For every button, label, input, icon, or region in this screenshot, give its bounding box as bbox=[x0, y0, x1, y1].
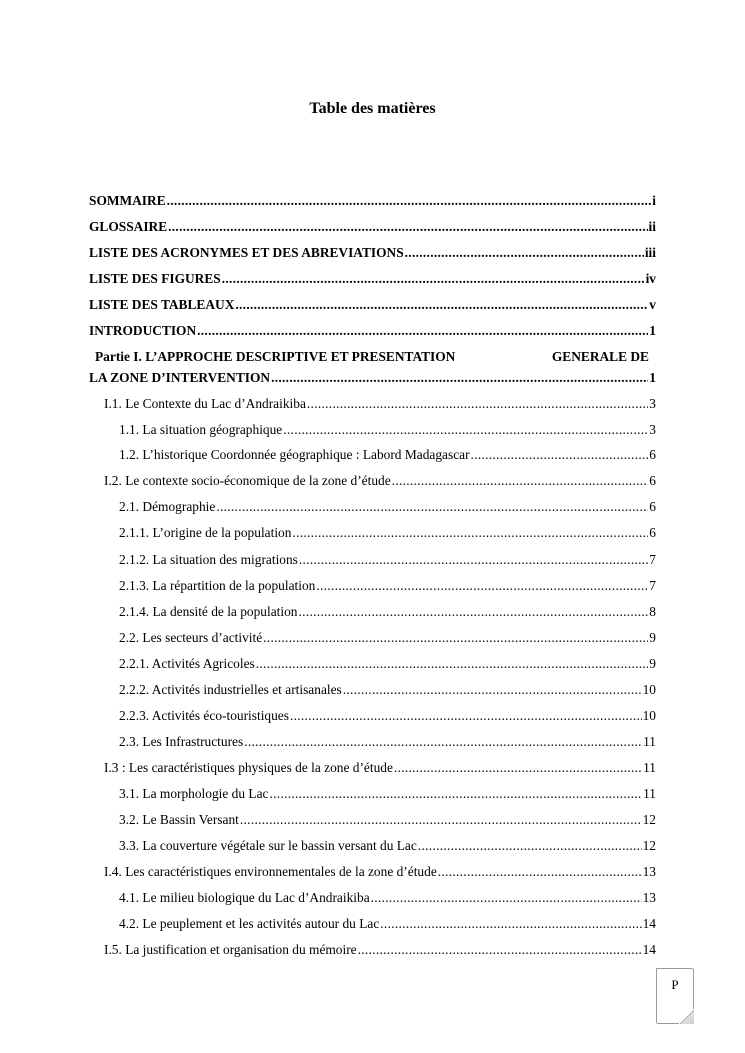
dot-leader bbox=[471, 447, 649, 461]
dot-leader bbox=[392, 473, 649, 487]
toc-entry-page: 6 bbox=[649, 473, 656, 488]
dot-leader bbox=[418, 838, 642, 852]
dot-leader bbox=[307, 396, 648, 410]
toc-entry[interactable] bbox=[119, 630, 656, 646]
toc-entry-page: iii bbox=[644, 245, 656, 260]
dot-leader bbox=[283, 422, 648, 436]
toc-entry[interactable] bbox=[119, 447, 656, 463]
toc-entry-label: 4.2. Le peuplement et les activités autour du Lac bbox=[119, 916, 380, 931]
toc-entry-page: 7 bbox=[649, 578, 656, 593]
dot-leader bbox=[256, 656, 649, 670]
toc-entry-page: 14 bbox=[642, 916, 656, 931]
toc-entry-page: iv bbox=[645, 271, 656, 286]
toc-entry-label: 2.1.1. L’origine de la population bbox=[119, 525, 292, 540]
dot-leader bbox=[394, 760, 642, 774]
toc-entry[interactable] bbox=[104, 473, 656, 489]
dot-leader bbox=[240, 812, 642, 826]
dot-leader bbox=[263, 630, 648, 644]
toc-entry[interactable] bbox=[119, 708, 656, 724]
dot-leader bbox=[290, 708, 642, 722]
dot-leader bbox=[380, 916, 641, 930]
toc-entry-page: 11 bbox=[643, 734, 656, 749]
toc-entry[interactable] bbox=[119, 916, 656, 932]
toc-entry-label: INTRODUCTION bbox=[89, 323, 197, 338]
dot-leader bbox=[222, 271, 645, 285]
dot-leader bbox=[292, 525, 648, 539]
dot-leader bbox=[343, 682, 642, 696]
dot-leader bbox=[167, 193, 652, 207]
toc-entry[interactable] bbox=[119, 525, 656, 541]
toc-part-heading[interactable] bbox=[95, 349, 649, 365]
toc-entry[interactable] bbox=[119, 812, 656, 828]
toc-part-label: Partie I. L’APPROCHE DESCRIPTIVE ET PRESENTATION bbox=[95, 349, 456, 364]
toc-entry-label: 2.2.3. Activités éco-touristiques bbox=[119, 708, 289, 723]
toc-entry-label: 2.2.1. Activités Agricoles bbox=[119, 656, 255, 671]
toc-entry-label: I.1. Le Contexte du Lac d’Andraikiba bbox=[104, 396, 306, 411]
toc-entry[interactable] bbox=[119, 734, 656, 750]
page-fold-icon bbox=[680, 1010, 694, 1024]
toc-entry-page: 10 bbox=[642, 682, 656, 697]
corner-border-bottom bbox=[657, 1023, 679, 1024]
dot-leader bbox=[271, 370, 648, 384]
toc-entry[interactable] bbox=[89, 219, 656, 235]
dot-leader bbox=[235, 297, 648, 311]
toc-entry-page: 6 bbox=[649, 499, 656, 514]
toc-entry-label: SOMMAIRE bbox=[89, 193, 166, 208]
toc-entry-page: 1 bbox=[649, 370, 656, 385]
dot-leader bbox=[299, 552, 648, 566]
toc-entry-page: i bbox=[652, 193, 656, 208]
toc-entry-label: 2.1.2. La situation des migrations bbox=[119, 552, 298, 567]
toc-entry-label: 1.2. L’historique Coordonnée géographique : Labord Madagascar bbox=[119, 447, 470, 462]
toc-entry-page: ii bbox=[648, 219, 656, 234]
toc-entry-label: 2.2. Les secteurs d’activité bbox=[119, 630, 263, 645]
toc-entry-page: 11 bbox=[643, 786, 656, 801]
toc-entry[interactable] bbox=[89, 245, 656, 261]
toc-entry-label: 1.1. La situation géographique bbox=[119, 422, 283, 437]
toc-entry[interactable] bbox=[104, 396, 656, 412]
toc-entry-label: I.2. Le contexte socio-économique de la zone d’étude bbox=[104, 473, 391, 488]
toc-entry[interactable] bbox=[119, 422, 656, 438]
toc-entry-page: 13 bbox=[642, 864, 656, 879]
toc-entry-page: 11 bbox=[643, 760, 656, 775]
dot-leader bbox=[216, 499, 648, 513]
toc-entry-label: 4.1. Le milieu biologique du Lac d’Andraikiba bbox=[119, 890, 370, 905]
toc-entry-page: 9 bbox=[649, 630, 656, 645]
dot-leader bbox=[168, 219, 647, 233]
toc-entry[interactable] bbox=[119, 838, 656, 854]
page-corner-marker bbox=[656, 968, 693, 1023]
toc-entry[interactable] bbox=[89, 370, 656, 386]
toc-entry-label: 2.3. Les Infrastructures bbox=[119, 734, 244, 749]
toc-entry[interactable] bbox=[104, 942, 656, 958]
corner-border-right bbox=[693, 969, 694, 1009]
toc-entry-label: I.5. La justification et organisation du mémoire bbox=[104, 942, 357, 957]
toc-entry-label: LISTE DES TABLEAUX bbox=[89, 297, 235, 312]
toc-entry-label: 3.3. La couverture végétale sur le bassin versant du Lac bbox=[119, 838, 417, 853]
toc-entry-label: I.4. Les caractéristiques environnementales de la zone d’étude bbox=[104, 864, 437, 879]
toc-entry[interactable] bbox=[89, 193, 656, 209]
toc-entry[interactable] bbox=[119, 890, 656, 906]
toc-entry-page: 3 bbox=[649, 396, 656, 411]
toc-entry[interactable] bbox=[119, 552, 656, 568]
toc-entry-page: 14 bbox=[642, 942, 656, 957]
toc-entry-page: 12 bbox=[642, 812, 656, 827]
toc-entry-label: LISTE DES FIGURES bbox=[89, 271, 221, 286]
toc-entry-page: 1 bbox=[649, 323, 656, 338]
toc-entry-page: 6 bbox=[649, 525, 656, 540]
dot-leader bbox=[244, 734, 642, 748]
toc-entry[interactable] bbox=[104, 760, 656, 776]
dot-leader bbox=[405, 245, 644, 259]
toc-entry-label: GLOSSAIRE bbox=[89, 219, 168, 234]
toc-entry-page: 8 bbox=[649, 604, 656, 619]
page-marker-label: P bbox=[671, 977, 679, 992]
toc-entry-page: 13 bbox=[642, 890, 656, 905]
toc-entry-label: LISTE DES ACRONYMES ET DES ABREVIATIONS bbox=[89, 245, 404, 260]
toc-entry-label: 2.2.2. Activités industrielles et artisanales bbox=[119, 682, 342, 697]
toc-entry-page: 12 bbox=[642, 838, 656, 853]
dot-leader bbox=[358, 942, 642, 956]
toc-entry-page: v bbox=[649, 297, 656, 312]
toc-entry-label: 3.2. Le Bassin Versant bbox=[119, 812, 239, 827]
dot-leader bbox=[371, 890, 642, 904]
page-title: Table des matières bbox=[309, 100, 436, 117]
toc-entry[interactable] bbox=[119, 656, 656, 672]
toc-entry-page: 3 bbox=[649, 422, 656, 437]
toc-entry[interactable] bbox=[89, 271, 656, 287]
toc-part-label-tail: GENERALE DE bbox=[551, 349, 649, 364]
toc-entry[interactable] bbox=[119, 604, 656, 620]
toc-entry-label: 2.1.4. La densité de la population bbox=[119, 604, 298, 619]
toc-entry-label: 2.1.3. La répartition de la population bbox=[119, 578, 316, 593]
toc-entry-label: I.3 : Les caractéristiques physiques de la zone d’étude bbox=[104, 760, 393, 775]
toc-entry[interactable] bbox=[89, 323, 656, 339]
toc-entry[interactable] bbox=[119, 786, 656, 802]
toc-entry-label: 2.1. Démographie bbox=[119, 499, 216, 514]
toc-entry-page: 7 bbox=[649, 552, 656, 567]
dot-leader bbox=[270, 786, 643, 800]
toc-entry[interactable] bbox=[119, 682, 656, 698]
toc-entry[interactable] bbox=[89, 297, 656, 313]
toc-entry-label: LA ZONE D’INTERVENTION bbox=[89, 370, 271, 385]
dot-leader bbox=[316, 578, 648, 592]
toc-entry[interactable] bbox=[119, 578, 656, 594]
toc-entry[interactable] bbox=[119, 499, 656, 515]
dot-leader bbox=[197, 323, 648, 337]
dot-leader bbox=[438, 864, 642, 878]
toc-entry-page: 9 bbox=[649, 656, 656, 671]
toc-entry-page: 10 bbox=[642, 708, 656, 723]
toc-entry-page: 6 bbox=[649, 447, 656, 462]
toc-entry[interactable] bbox=[104, 864, 656, 880]
toc-entry-label: 3.1. La morphologie du Lac bbox=[119, 786, 269, 801]
dot-leader bbox=[299, 604, 649, 618]
